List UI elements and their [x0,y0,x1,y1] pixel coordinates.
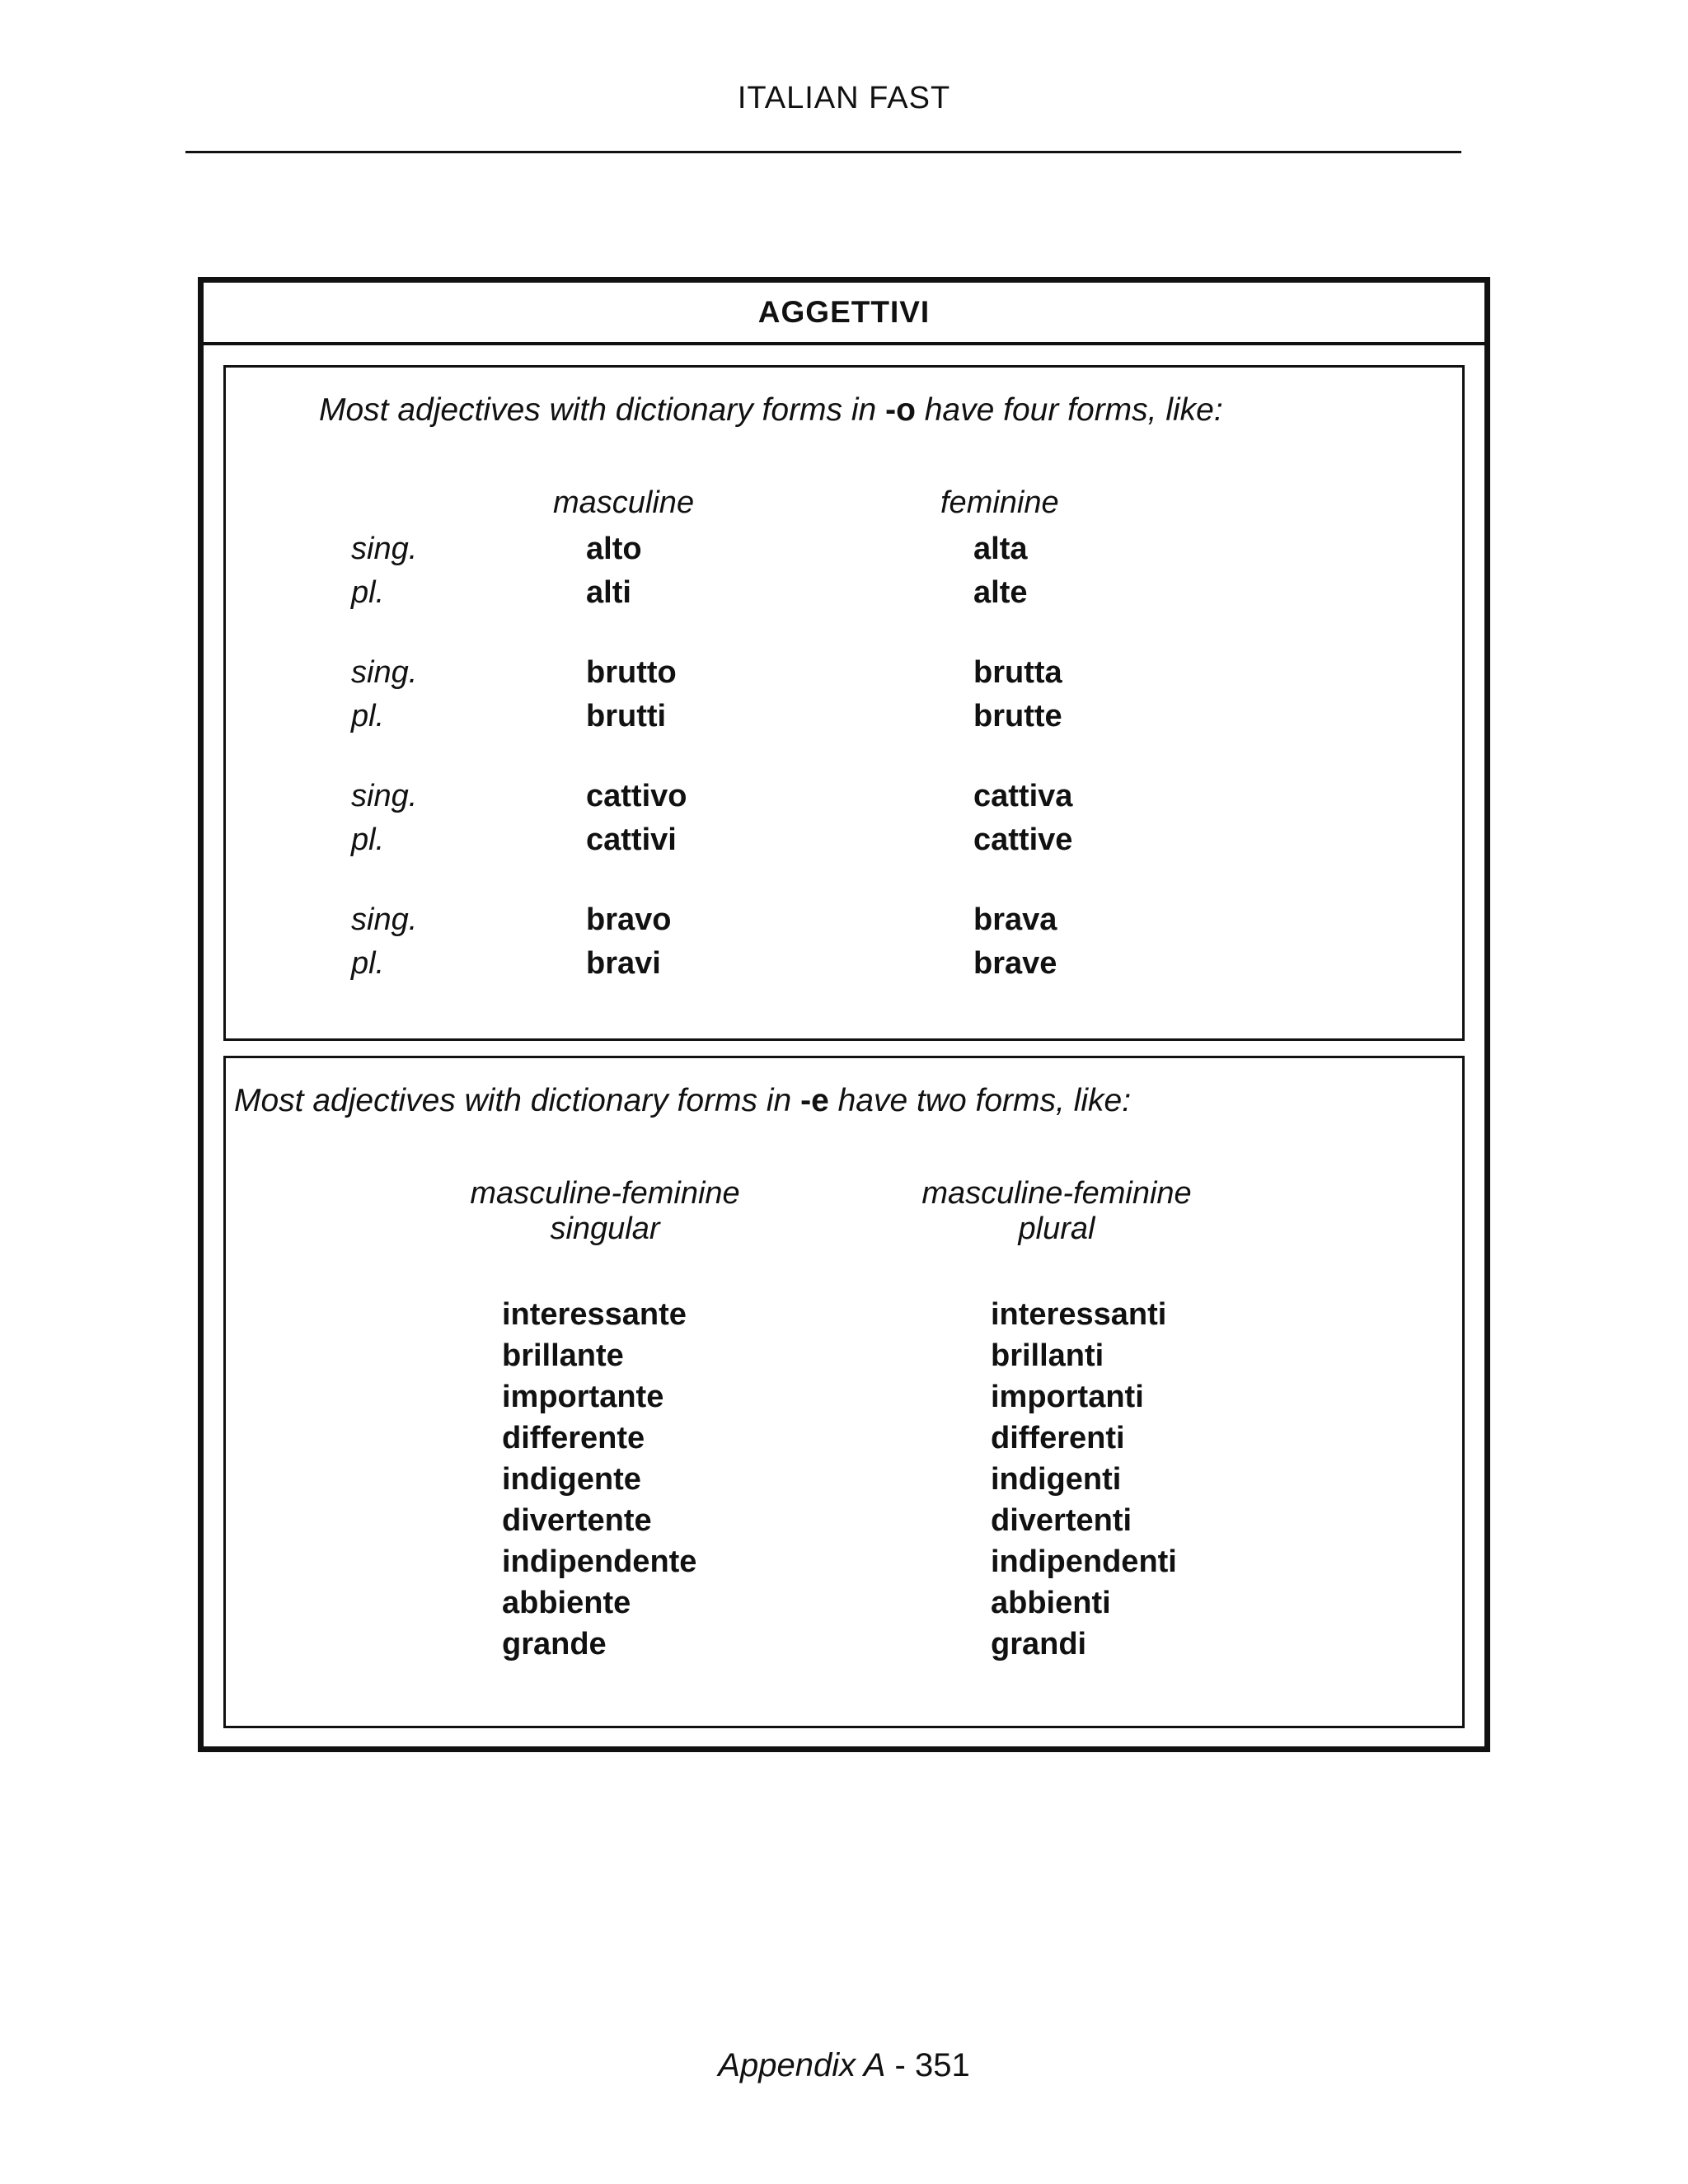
e-intro-before: Most adjectives with dictionary forms in [234,1083,801,1118]
box-title: AGGETTIVI [204,283,1484,345]
feminine-form: brave [973,946,1057,981]
singular-form: indipendente [502,1544,697,1579]
number-label: sing. [351,902,418,937]
number-label: pl. [351,946,385,981]
o-intro-after: have four forms, like: [915,392,1223,428]
footer-appendix-label: Appendix A [718,2047,886,2083]
plural-form: interessanti [991,1297,1167,1332]
singular-form: indigente [502,1462,641,1497]
number-label: sing. [351,779,418,813]
page-footer [0,2047,1688,2084]
e-intro-ending: -e [800,1083,829,1118]
singular-form: divertente [502,1503,652,1538]
e-adjectives-panel [223,1056,1465,1728]
running-head: ITALIAN FAST [737,81,951,115]
plural-form: brillanti [991,1338,1104,1373]
col-header-singular-line2: singular [550,1212,660,1246]
number-label: pl. [351,823,385,857]
col-header-plural [900,1176,1213,1247]
masculine-form: brutti [586,699,667,733]
header-rule [185,151,1461,153]
col-header-plural-line1: masculine-feminine [921,1176,1192,1211]
plural-form: indigenti [991,1462,1122,1497]
col-header-feminine: feminine [940,485,1059,520]
o-intro-before: Most adjectives with dictionary forms in [319,392,886,428]
number-label: pl. [351,575,385,610]
feminine-form: alte [973,575,1028,610]
col-header-masculine: masculine [553,485,695,520]
feminine-form: cattive [973,823,1073,857]
masculine-form: cattivo [586,779,687,813]
feminine-form: brutte [973,699,1062,733]
plural-form: divertenti [991,1503,1132,1538]
e-intro-after: have two forms, like: [828,1083,1132,1118]
plural-form: differenti [991,1421,1125,1455]
o-intro-ending: -o [885,392,916,428]
masculine-form: alto [586,532,642,566]
col-header-plural-line2: plural [1018,1212,1095,1246]
feminine-form: brutta [973,655,1062,690]
masculine-form: bravo [586,902,672,937]
number-label: sing. [351,655,418,690]
singular-form: brillante [502,1338,624,1373]
feminine-form: cattiva [973,779,1073,813]
singular-form: abbiente [502,1586,631,1620]
plural-form: abbienti [991,1586,1111,1620]
singular-form: interessante [502,1297,687,1332]
plural-form: importanti [991,1380,1144,1414]
singular-form: differente [502,1421,645,1455]
feminine-form: brava [973,902,1057,937]
footer-separator: - [885,2047,915,2083]
masculine-form: alti [586,575,631,610]
col-header-singular [448,1176,762,1247]
page-number: 351 [914,2047,970,2083]
singular-form: grande [502,1627,607,1661]
masculine-form: brutto [586,655,677,690]
masculine-form: cattivi [586,823,677,857]
plural-form: grandi [991,1627,1087,1661]
masculine-form: bravi [586,946,661,981]
o-adjectives-panel [223,365,1465,1041]
adjectives-box [198,277,1490,1752]
col-header-singular-line1: masculine-feminine [470,1176,740,1211]
singular-form: importante [502,1380,664,1414]
plural-form: indipendenti [991,1544,1177,1579]
o-intro-text [319,392,1223,429]
feminine-form: alta [973,532,1028,566]
number-label: sing. [351,532,418,566]
e-intro-text [234,1083,1131,1119]
number-label: pl. [351,699,385,733]
